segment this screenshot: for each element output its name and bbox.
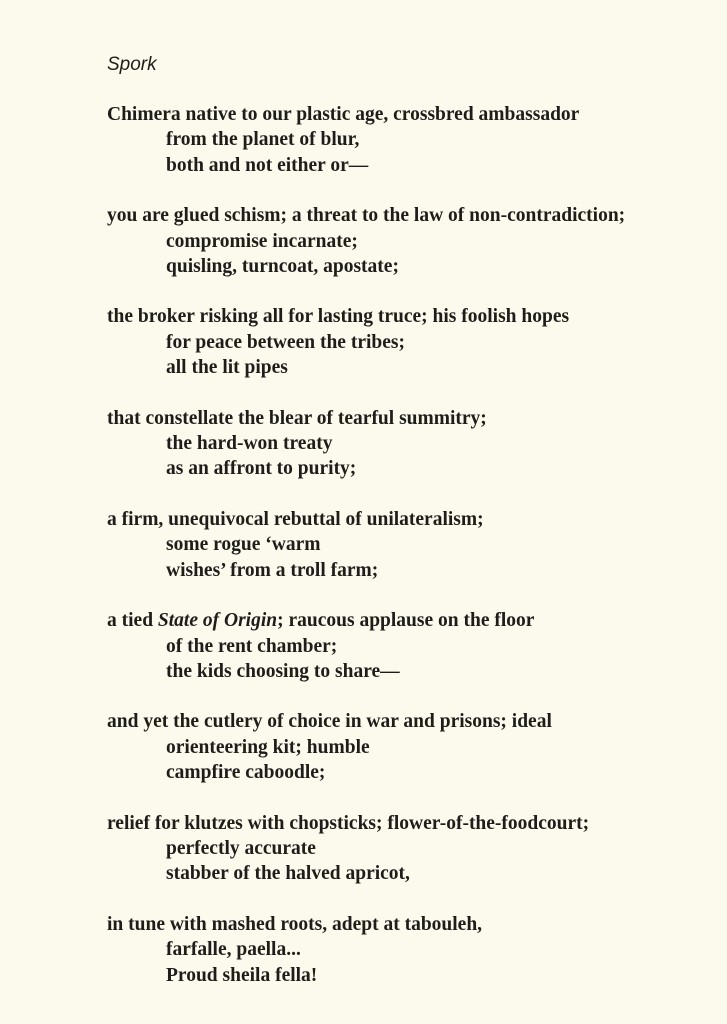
stanza-8 xyxy=(107,811,667,887)
poem-line: perfectly accurate xyxy=(166,837,316,859)
stanza-1 xyxy=(107,102,667,178)
poem-line-segment: ; raucous applause on the floor xyxy=(277,610,535,632)
poem-line: a firm, unequivocal rebuttal of unilateralism; xyxy=(107,508,484,530)
poem-line: the kids choosing to share— xyxy=(166,660,400,682)
poem-line: stabber of the halved apricot, xyxy=(166,863,410,885)
stanza-3 xyxy=(107,304,667,380)
poem-line: farfalle, paella... xyxy=(166,939,301,961)
stanza-2 xyxy=(107,203,667,279)
poem-line: quisling, turncoat, apostate; xyxy=(166,256,399,278)
poem-line: campfire caboodle; xyxy=(166,762,326,784)
poem-line: you are glued schism; a threat to the law of non-contradiction; xyxy=(107,205,626,227)
poem-line: compromise incarnate; xyxy=(166,230,358,252)
poem-line: both and not either or— xyxy=(166,154,369,176)
poem-line-segment-italic: State of Origin xyxy=(157,610,278,632)
poem-line: from the planet of blur, xyxy=(166,129,360,151)
poem-line: Proud sheila fella! xyxy=(166,964,318,986)
poem-line: wishes’ from a troll farm; xyxy=(166,559,379,581)
stanza-9 xyxy=(107,912,667,988)
poem-line: orienteering kit; humble xyxy=(166,736,370,758)
poem-line: relief for klutzes with chopsticks; flower-of-the-foodcourt; xyxy=(107,812,590,834)
poem-line: some rogue ‘warm xyxy=(166,534,321,556)
stanza-4 xyxy=(107,406,667,482)
poem-title: Spork xyxy=(107,54,157,75)
poem-line: Chimera native to our plastic age, crossbred ambassador xyxy=(107,104,580,125)
stanza-7 xyxy=(107,709,667,785)
poem-line: the broker risking all for lasting truce; his foolish hopes xyxy=(107,306,570,328)
poem-line: and yet the cutlery of choice in war and prisons; ideal xyxy=(107,711,552,733)
poem-line: the hard-won treaty xyxy=(166,433,333,455)
stanza-6 xyxy=(107,608,667,684)
poem-line: for peace between the tribes; xyxy=(166,331,405,353)
poem-line: of the rent chamber; xyxy=(166,635,338,657)
poem-line-segment: a tied xyxy=(107,610,158,632)
poem-line: in tune with mashed roots, adept at tabouleh, xyxy=(107,913,483,935)
poem-line: that constellate the blear of tearful summitry; xyxy=(107,407,487,429)
poem-line: as an affront to purity; xyxy=(166,458,357,480)
poem-line: all the lit pipes xyxy=(166,357,288,379)
stanza-5 xyxy=(107,507,667,583)
poem-line xyxy=(107,608,667,633)
